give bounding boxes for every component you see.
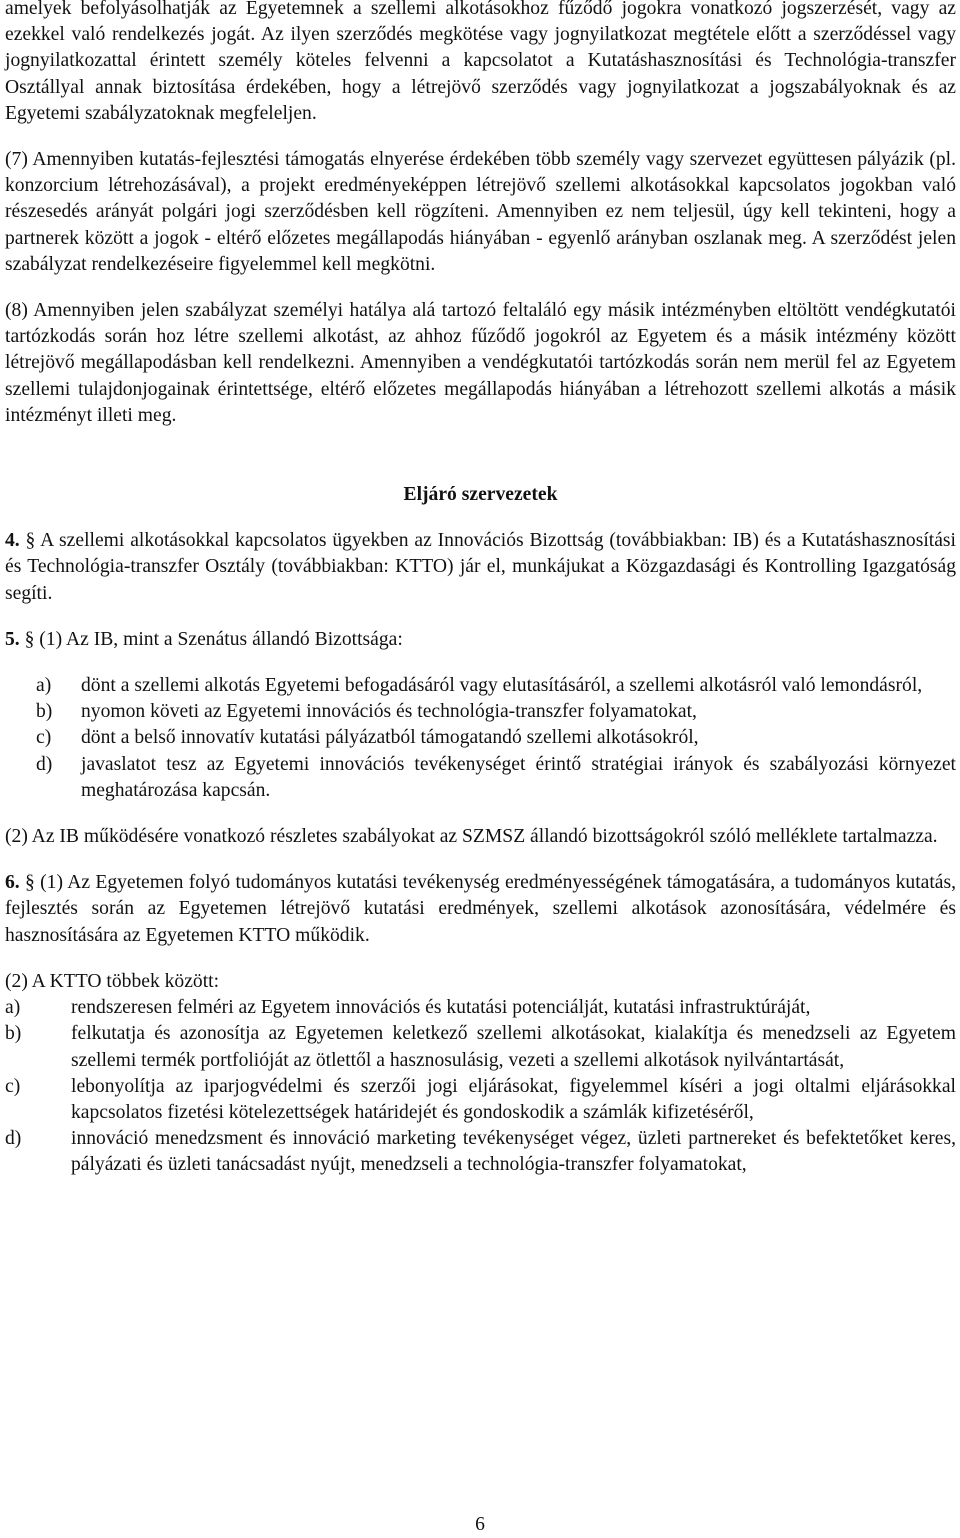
paragraph-7: (7) Amennyiben kutatás-fejlesztési támogatás elnyerése érdekében több személy vagy szervezet együttesen pályázik (pl. konzorcium létrehozásával), a projekt eredményeképpen létrejövő szellemi alkotásokkal kapcsolatos jogokban való részesedés arányát polgári jogi szerződésben kell rögzíteni. Amennyiben ez nem teljesül, úgy kell tekinteni, hogy a partnerek között a jogok - eltérő előzetes megállapodás hiányában - egyenlő arányban oszlanak meg. A szerződést jelen szabályzat rendelkezéseire figyelemmel kell megkötni. [5,149,956,275]
section-5-text: § (1) Az IB, mint a Szenátus állandó Bizottsága: [19,628,403,650]
intro-paragraph: amelyek befolyásolhatják az Egyetemnek a szellemi alkotásokhoz fűződő jogokra vonatkozó jogszerzését, vagy az ezekkel való rendelkezés jogát. Az ilyen szerződés megkötése vagy jognyilatkozat megtétele előtt a szerződéssel vagy jognyilatkozattal érintett személy köteles felvenni a kapcsolatot a Kutatáshasznosítási és Technológia-transzfer Osztállyal annak biztosítása érdekében, hogy a létrejövő szerződés vagy jognyilatkozat a jogszabályoknak és az Egyetemi szabályzatoknak megfeleljen. [5,0,956,124]
list-marker: a) [36,675,52,697]
section-4-text: § A szellemi alkotásokkal kapcsolatos ügyekben az Innovációs Bizottság (továbbiakban: IB) és a Kutatáshasznosítási és Technológia-transzfer Osztály (továbbiakban: KTTO) jár el, munkájukat a Közgazdasági és Kontrolling Igazgatóság segíti. [5,530,956,604]
list-item [5,1021,956,1073]
list-item-text: dönt a szellemi alkotás Egyetemi befogadásáról vagy elutasításáról, a szellemi alkotásról való lemondásról, [81,675,923,697]
list-marker: c) [36,727,52,749]
section-5-paragraph-2: (2) Az IB működésére vonatkozó részletes szabályokat az SZMSZ állandó bizottságokról szóló melléklete tartalmazza. [5,826,938,848]
document-page [5,0,956,1179]
section-4-number: 4. [5,530,20,552]
list-item-text: rendszeresen felméri az Egyetem innovációs és kutatási potenciálját, kutatási infrastruktúráját, [71,997,811,1019]
section-6 [5,870,956,949]
section-heading: Eljáró szervezetek [403,484,558,506]
list-item-text: felkutatja és azonosítja az Egyetemen keletkező szellemi alkotásokat, kialakítja és menedzseli az Egyetem szellemi termék portfolióját az ötlettől a hasznosulásig, vezeti a szellemi alkotások nyilvántartását, [71,1023,956,1071]
section-5 [5,627,956,653]
list-marker: a) [5,997,21,1019]
section-4 [5,528,956,607]
ktto-duties-list [5,995,956,1178]
list-item [5,995,956,1021]
list-marker: d) [36,753,53,775]
section-5-number: 5. [5,628,20,650]
list-item [5,699,956,725]
list-item-text: nyomon követi az Egyetemi innovációs és technológia-transzfer folyamatokat, [81,701,697,723]
section-6-text: § (1) Az Egyetemen folyó tudományos kutatási tevékenység eredményességének támogatására, a tudományos kutatás, fejlesztés során az Egyetemen létrejövő kutatási eredmények, szellemi alkotások azonosítására, védelmére és hasznosítására az Egyetemen KTTO működik. [5,872,956,946]
list-item-text: dönt a belső innovatív kutatási pályázatból támogatandó szellemi alkotásokról, [81,727,699,749]
list-item-text: lebonyolítja az iparjogvédelmi és szerzői jogi eljárásokat, figyelemmel kíséri a jogi oltalmi eljárásokkal kapcsolatos fizetési kötelezettségek határidejét és gondoskodik a számlák kifizetéséről, [71,1075,956,1123]
list-item-text: javaslatot tesz az Egyetemi innovációs tevékenységet érintő stratégiai irányok és szabályozási környezet meghatározása kapcsán. [81,753,956,801]
list-item [5,1126,956,1178]
ib-duties-list [5,673,956,804]
list-item [5,725,956,751]
list-item [5,1074,956,1126]
list-marker: b) [36,701,53,723]
list-item [5,752,956,804]
list-item [5,673,956,699]
list-marker: c) [5,1075,21,1097]
list-item-text: innováció menedzsment és innováció marketing tevékenységet végez, üzleti partnereket és befektetőket keres, pályázati és üzleti tanácsadást nyújt, menedzseli a technológia-transzfer folyamatokat, [71,1128,956,1176]
section-6-paragraph-2: (2) A KTTO többek között: [5,970,220,992]
list-marker: b) [5,1023,22,1045]
section-6-number: 6. [5,872,20,894]
list-marker: d) [5,1128,22,1150]
paragraph-8: (8) Amennyiben jelen szabályzat személyi hatálya alá tartozó feltaláló egy másik intézményben eltöltött vendégkutatói tartózkodás során hoz létre szellemi alkotást, az ahhoz fűződő jogokról az Egyetem és a másik intézmény között létrejövő megállapodásban kell rendelkezni. Amennyiben a vendégkutatói tartózkodás során nem merül fel az Egyetem szellemi tulajdonjogainak érintettsége, eltérő előzetes megállapodás hiányában a létrehozott szellemi alkotás a másik intézményt illeti meg. [5,300,956,426]
page-number: 6 [475,1514,485,1535]
